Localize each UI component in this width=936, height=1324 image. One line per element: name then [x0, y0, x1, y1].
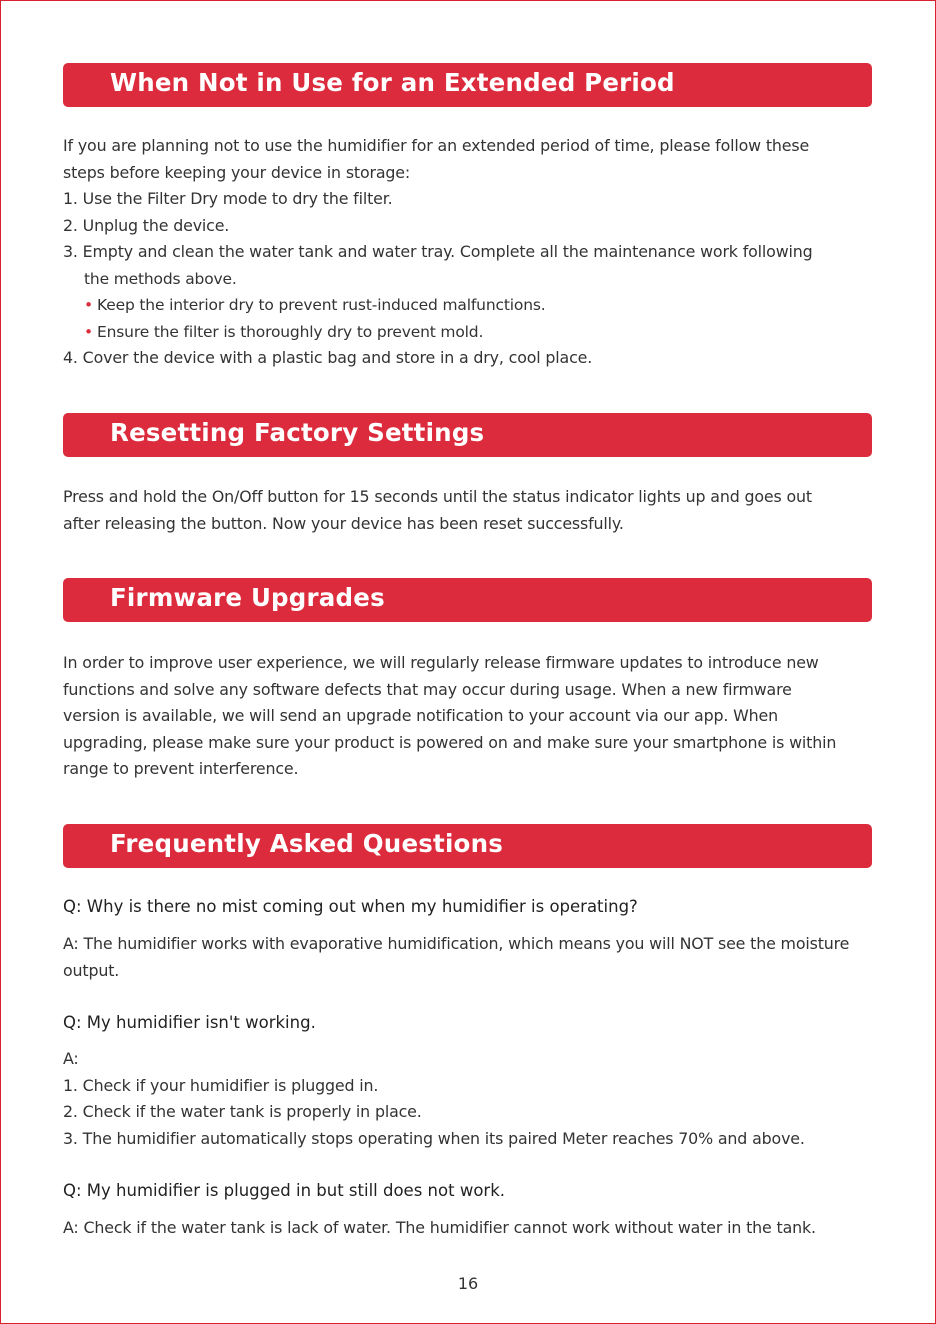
section-header-faq — [63, 824, 872, 868]
section-title-faq: Frequently Asked Questions — [110, 829, 504, 858]
faq-answer-3-line: A: Check if the water tank is lack of water. The humidifier cannot work without water in the tank. — [63, 1218, 816, 1237]
storage-bullet-1-text: Keep the interior dry to prevent rust-induced malfunctions. — [96, 296, 546, 314]
storage-bullet-2 — [63, 319, 878, 346]
section-header-reset — [63, 413, 872, 457]
storage-intro-line-2: steps before keeping your device in storage: — [63, 162, 411, 182]
firmware-line-5: range to prevent interference. — [63, 759, 299, 778]
firmware-line-1: In order to improve user experience, we will regularly release firmware updates to introduce new — [63, 653, 819, 672]
faq-answer-3 — [63, 1215, 878, 1242]
bullet-dot-icon: • — [84, 296, 93, 314]
firmware-line-4: upgrading, please make sure your product is powered on and make sure your smartphone is within — [63, 732, 837, 752]
faq-answer-2 — [63, 1046, 878, 1152]
section-title-reset: Resetting Factory Settings — [110, 418, 485, 447]
storage-intro-line-1: If you are planning not to use the humidifier for an extended period of time, please follow these — [63, 136, 810, 155]
faq-question-1: Q: Why is there no mist coming out when my humidifier is operating? — [63, 897, 638, 916]
faq-answer-1-line-1: A: The humidifier works with evaporative humidification, which means you will NOT see the moisture — [63, 934, 850, 953]
reset-line-1: Press and hold the On/Off button for 15 seconds until the status indicator lights up and goes out — [63, 487, 812, 506]
faq-question-2: Q: My humidifier isn't working. — [63, 1013, 316, 1032]
reset-instructions — [63, 484, 878, 537]
reset-line-2: after releasing the button. Now your device has been reset successfully. — [63, 513, 624, 533]
firmware-line-2: functions and solve any software defects that may occur during usage. When a new firmware — [63, 679, 792, 699]
section-title-storage: When Not in Use for an Extended Period — [110, 68, 675, 97]
faq-answer-2-item-3: 3. The humidifier automatically stops operating when its paired Meter reaches 70% and above. — [63, 1128, 805, 1148]
section-header-firmware — [63, 578, 872, 622]
bullet-dot-icon: • — [84, 322, 93, 341]
storage-bullet-1 — [63, 292, 878, 319]
faq-question-3: Q: My humidifier is plugged in but still does not work. — [63, 1181, 505, 1200]
firmware-description — [63, 650, 878, 783]
storage-step-1: 1. Use the Filter Dry mode to dry the filter. — [63, 189, 393, 208]
faq-answer-1-line-2: output. — [63, 960, 120, 980]
faq-answer-2-label: A: — [63, 1049, 79, 1068]
storage-bullet-2-text: Ensure the filter is thoroughly dry to prevent mold. — [96, 322, 484, 341]
faq-answer-2-item-2: 2. Check if the water tank is properly in place. — [63, 1102, 422, 1121]
section-title-firmware: Firmware Upgrades — [110, 583, 385, 612]
faq-answer-1 — [63, 931, 878, 984]
section-header-storage — [63, 63, 872, 107]
storage-step-3-line-1: 3. Empty and clean the water tank and water tray. Complete all the maintenance work following — [63, 242, 813, 261]
firmware-line-3: version is available, we will send an upgrade notification to your account via our app. When — [63, 706, 779, 725]
page-number: 16 — [457, 1274, 479, 1293]
storage-step-4: 4. Cover the device with a plastic bag and store in a dry, cool place. — [63, 348, 593, 367]
storage-step-3-line-2: the methods above. — [84, 269, 237, 288]
storage-instructions — [63, 133, 878, 372]
storage-step-2: 2. Unplug the device. — [63, 215, 230, 235]
faq-answer-2-item-1: 1. Check if your humidifier is plugged in. — [63, 1075, 379, 1095]
